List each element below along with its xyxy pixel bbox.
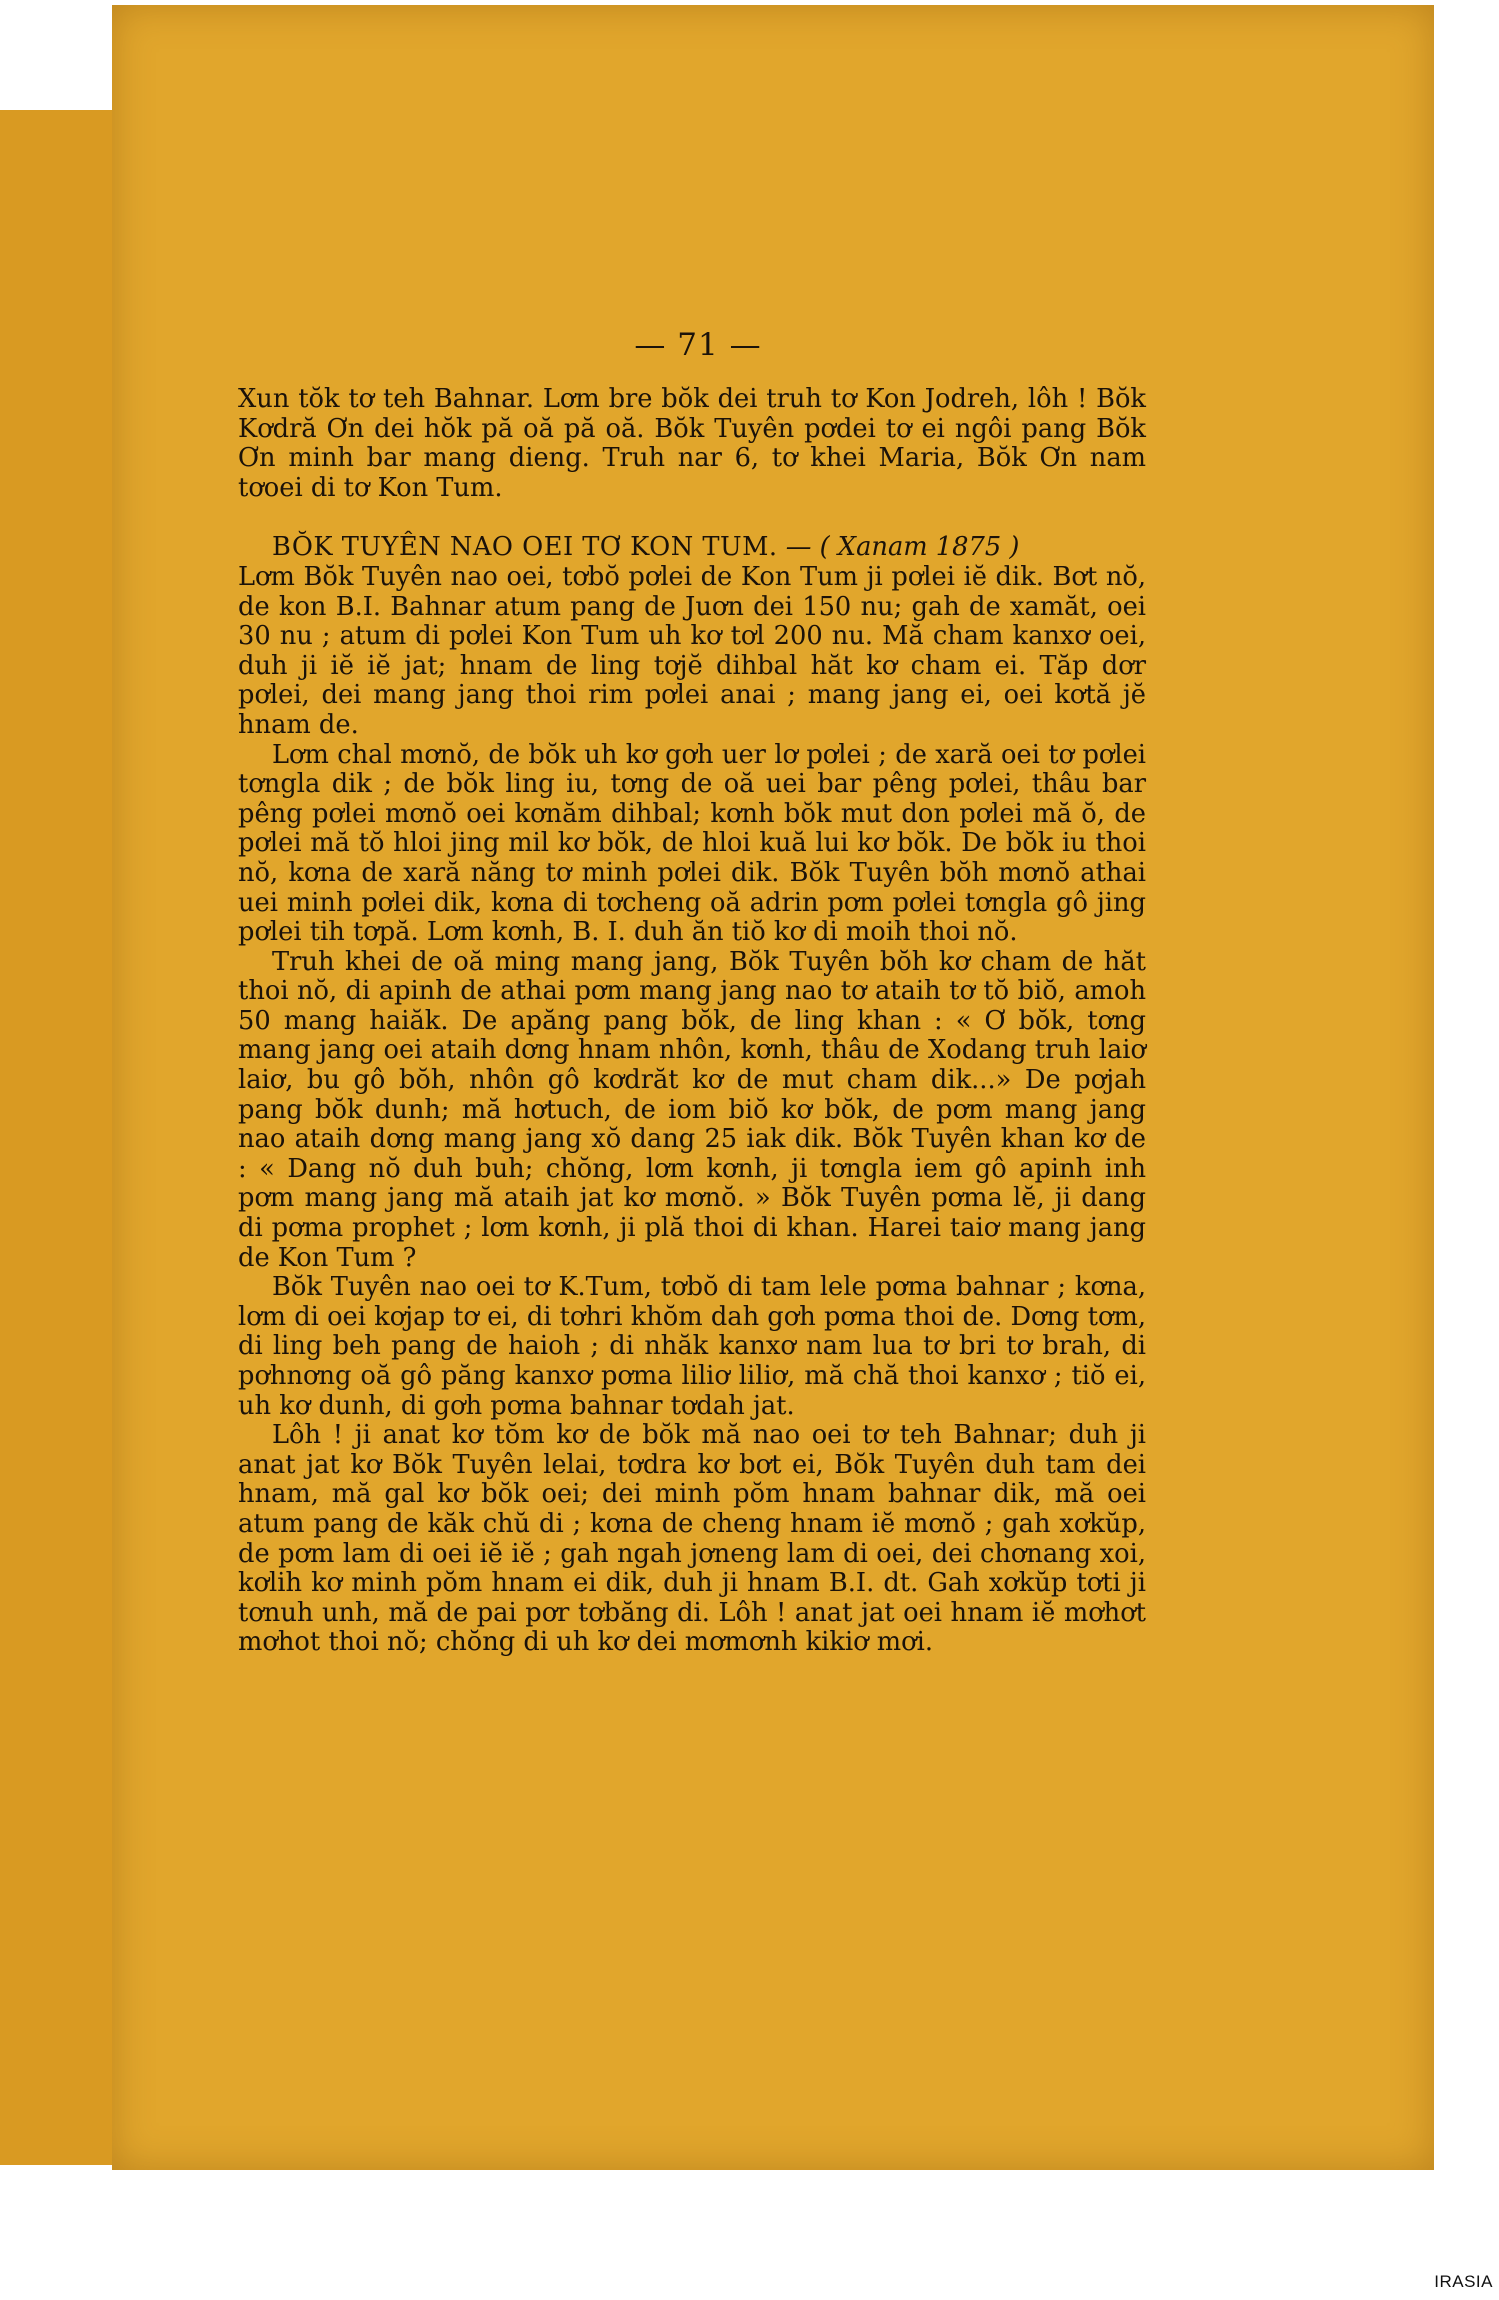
paragraph-5: Bŏk Tuyên nao oei tơ K.Tum, tơbŏ di tam lele pơma bahnar ; kơna, lơm di oei kơjap tơ ei, di tơhri khŏm dah gơh pơma thoi de. Dơng tơm, di ling beh pang de haioh ; di nhăk kanxơ nam lua tơ bri tơ brah, di pơhnơng oă gô păng kanxơ pơma liliơ liliơ, mă chă thoi kanxơ ; tiŏ ei, uh kơ dunh, di gơh pơma bahnar tơdah jat.: [238, 1272, 1146, 1421]
previous-page-edge: [0, 110, 115, 2165]
archive-watermark: IRASIA: [1434, 2272, 1493, 2291]
section-gap: [238, 503, 1146, 533]
paragraph-1: Xun tŏk tơ teh Bahnar. Lơm bre bŏk dei truh tơ Kon Jodreh, lôh ! Bŏk Kơdră Ơn dei hŏk pă oă pă oă. Bŏk Tuyên pơdei tơ ei ngôi pang Bŏk Ơn minh bar mang dieng. Truh nar 6, tơ khei Maria, Bŏk Ơn nam tơoei di tơ Kon Tum.: [238, 384, 1146, 503]
paragraph-4: Truh khei de oă ming mang jang, Bŏk Tuyên bŏh kơ cham de hăt thoi nŏ, di apinh de athai pơm mang jang nao tơ ataih tơ tŏ biŏ, amoh 50 mang haiăk. De apăng pang bŏk, de ling khan : « Ơ bŏk, tơng mang jang oei ataih dơng hnam nhôn, kơnh, thâu de Xodang truh laiơ laiơ, bu gô bŏh, nhôn gô kơdrăt kơ de mut cham dik...» De pơjah pang bŏk dunh; mă hơtuch, de iom biŏ kơ bŏk, de pơm mang jang nao ataih dơng mang jang xŏ dang 25 iak dik. Bŏk Tuyên khan kơ de : « Dang nŏ duh buh; chŏng, lơm kơnh, ji tơngla iem gô apinh inh pơm mang jang mă ataih jat kơ mơnŏ. » Bŏk Tuyên pơma lĕ, ji dang di pơma prophet ; lơm kơnh, ji plă thoi di khan. Harei taiơ mang jang de Kon Tum ?: [238, 946, 1146, 1273]
paragraph-2: Lơm Bŏk Tuyên nao oei, tơbŏ pơlei de Kon Tum ji pơlei iĕ dik. Bơt nŏ, de kon B.I. Bahnar atum pang de Juơn dei 150 nu; gah de xamăt, oei 30 nu ; atum di pơlei Kon Tum uh kơ tơl 200 nu. Mă cham kanxơ oei, duh ji iĕ iĕ jat; hnam de ling tơjĕ dihbal hăt kơ cham ei. Tăp dơr pơlei, dei mang jang thoi rim pơlei anai ; mang jang ei, oei kơtă jĕ hnam de.: [238, 561, 1146, 740]
section-heading-line: [238, 533, 1146, 563]
body-text: [238, 385, 1146, 1658]
paragraph-3: Lơm chal mơnŏ, de bŏk uh kơ gơh uer lơ pơlei ; de xară oei tơ pơlei tơngla dik ; de bŏk ling iu, tơng de oă uei bar pêng pơlei, thâu bar pêng pơlei mơnŏ oei kơnăm dihbal; kơnh bŏk mut don pơlei mă ŏ, de pơlei mă tŏ hloi jing mil kơ bŏk, de hloi kuă lui kơ bŏk. De bŏk iu thoi nŏ, kơna de xară năng tơ minh pơlei dik. Bŏk Tuyên bŏh mơnŏ athai uei minh pơlei dik, kơna di tơcheng oă adrin pơm pơlei tơngla gô jing pơlei tih tơpă. Lơm kơnh, B. I. duh ăn tiŏ kơ di moih thoi nŏ.: [238, 739, 1146, 948]
section-heading: BŎK TUYÊN NAO OEI TƠ KON TUM.: [272, 532, 778, 563]
section-heading-date: — ( Xanam 1875 ): [785, 532, 1020, 563]
paragraph-6: Lôh ! ji anat kơ tŏm kơ de bŏk mă nao oei tơ teh Bahnar; duh ji anat jat kơ Bŏk Tuyên lelai, tơdra kơ bơt ei, Bŏk Tuyên duh tam dei hnam, mă gal kơ bŏk oei; dei minh pŏm hnam bahnar dik, mă oei atum pang de kăk chŭ di ; kơna de cheng hnam iĕ mơnŏ ; gah xơkŭp, de pơm lam di oei iĕ iĕ ; gah ngah jơneng lam di oei, dei chơnang xoi, kơlih kơ minh pŏm hnam ei dik, duh ji hnam B.I. dt. Gah xơkŭp tơti ji tơnuh unh, mă de pai pơr tơbăng di. Lôh ! anat jat oei hnam iĕ mơhơt mơhot thoi nŏ; chŏng di uh kơ dei mơmơnh kikiơ mơi.: [238, 1420, 1146, 1658]
page-number: — 71 —: [634, 327, 762, 363]
